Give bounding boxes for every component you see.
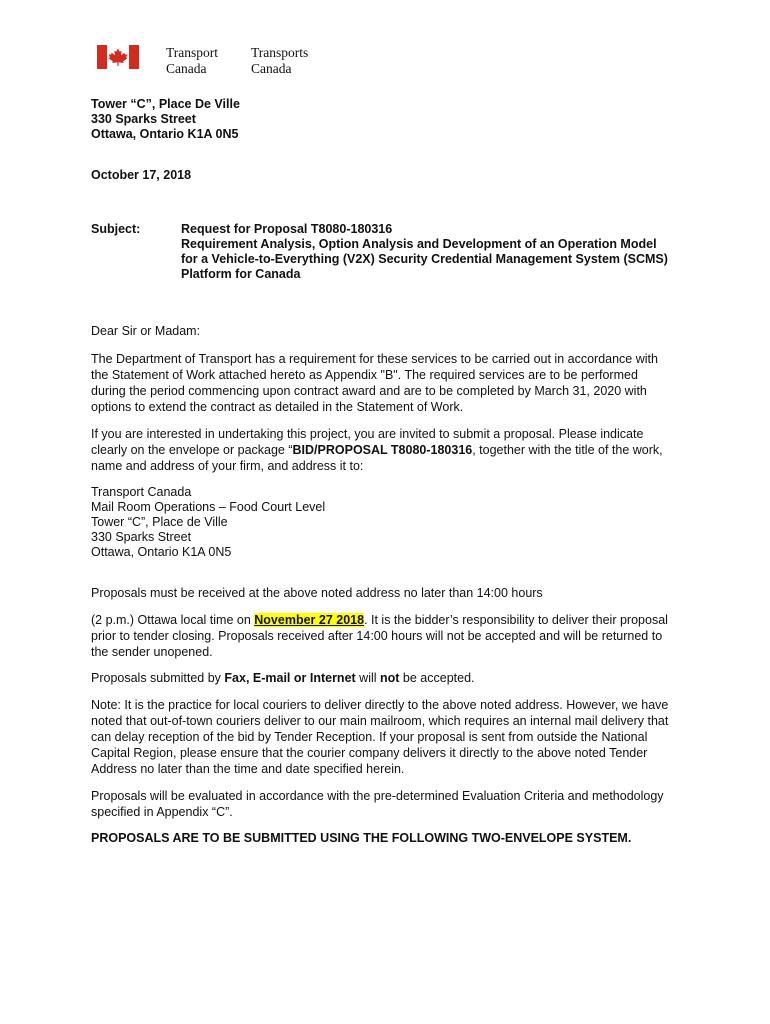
sender-address <box>91 97 691 142</box>
dept-fr-line1: Transports <box>251 45 309 60</box>
canada-flag-icon <box>97 45 139 69</box>
paragraph-line: PROPOSALS ARE TO BE SUBMITTED USING THE FOLLOWING TWO-ENVELOPE SYSTEM. <box>91 831 632 845</box>
subject-label: Subject: <box>91 222 141 236</box>
paragraph-line: noted that out-of-town couriers deliver to our main mailroom, which requires an internal mail delivery that <box>91 714 669 728</box>
paragraph-line: name and address of your firm, and address it to: <box>91 459 364 473</box>
subject-line: Requirement Analysis, Option Analysis and Development of an Operation Model <box>181 237 657 251</box>
paragraph-line: during the period commencing upon contract award and are to be completed by March 31, 2020 with <box>91 384 647 398</box>
paragraph-line <box>91 670 691 686</box>
bid-reference: BID/PROPOSAL T8080-180316 <box>292 443 473 457</box>
text-run: will <box>355 671 380 685</box>
address-line: Ottawa, Ontario K1A 0N5 <box>91 127 239 141</box>
paragraph-courier-note <box>91 697 691 777</box>
paragraph-deadline <box>91 585 691 601</box>
address-line: Tower “C”, Place De Ville <box>91 97 240 111</box>
mailing-address <box>91 485 691 560</box>
text-run: be accepted. <box>399 671 475 685</box>
paragraph-line: the sender unopened. <box>91 645 213 659</box>
paragraph-instructions <box>91 426 691 474</box>
paragraph-line: Note: It is the practice for local couriers to deliver directly to the above noted address. However, we have <box>91 698 669 712</box>
paragraph-line: specified in Appendix “C”. <box>91 805 233 819</box>
text-run: . It is the bidder’s responsibility to deliver their proposal <box>364 613 668 627</box>
address-line: 330 Sparks Street <box>91 112 196 126</box>
paragraph-line: Address no later than the time and date specified herein. <box>91 762 405 776</box>
paragraph-line: Proposals must be received at the above noted address no later than 14:00 hours <box>91 586 543 600</box>
paragraph-line: prior to tender closing. Proposals received after 14:00 hours will not be accepted and will be returned to <box>91 629 663 643</box>
address-line: Transport Canada <box>91 485 192 499</box>
subject-line: for a Vehicle-to-Everything (V2X) Security Credential Management System (SCMS) <box>181 252 668 266</box>
department-name-english <box>166 45 218 76</box>
greeting: Dear Sir or Madam: <box>91 324 201 338</box>
emphasis-text: Fax, E-mail or Internet <box>224 671 356 685</box>
paragraph-two-envelope <box>91 830 691 846</box>
paragraph-line: options to extend the contract as detailed in the Statement of Work. <box>91 400 464 414</box>
paragraph-evaluation <box>91 788 691 820</box>
highlighted-closing-date: November 27 2018 <box>254 613 365 627</box>
paragraph-line: Proposals will be evaluated in accordance with the pre-determined Evaluation Criteria and methodology <box>91 789 664 803</box>
dept-en-line1: Transport <box>166 45 219 60</box>
subject-text <box>181 222 681 282</box>
subject-line: Request for Proposal T8080-180316 <box>181 222 393 236</box>
paragraph-line: If you are interested in undertaking this project, you are invited to submit a proposal. Please indicate <box>91 427 644 441</box>
subject-line: Platform for Canada <box>181 267 301 281</box>
address-line: Mail Room Operations – Food Court Level <box>91 500 326 514</box>
paragraph-line: Capital Region, please ensure that the courier company delivers it directly to the above noted Tender <box>91 746 648 760</box>
emphasis-text: not <box>380 671 400 685</box>
address-line: Ottawa, Ontario K1A 0N5 <box>91 545 232 559</box>
dept-fr-line2: Canada <box>251 60 292 76</box>
paragraph-line: The Department of Transport has a requirement for these services to be carried out in accordance with <box>91 352 658 366</box>
text-run: clearly on the envelope or package “ <box>91 443 293 457</box>
department-name-french <box>251 45 308 76</box>
address-line: Tower “C”, Place de Ville <box>91 515 228 529</box>
address-line: 330 Sparks Street <box>91 530 192 544</box>
paragraph-submission-methods <box>91 670 691 686</box>
text-run: (2 p.m.) Ottawa local time on <box>91 613 255 627</box>
text-run: Proposals submitted by <box>91 671 225 685</box>
paragraph-line <box>91 442 691 458</box>
paragraph-requirement <box>91 351 691 415</box>
paragraph-line: the Statement of Work attached hereto as Appendix "B". The required services are to be performed <box>91 368 638 382</box>
paragraph-closing-date <box>91 612 691 660</box>
letter-date: October 17, 2018 <box>91 168 192 182</box>
paragraph-line: can delay reception of the bid by Tender Reception. If your proposal is sent from outside the National <box>91 730 648 744</box>
dept-en-line2: Canada <box>166 60 207 76</box>
paragraph-line <box>91 612 691 628</box>
text-run: , together with the title of the work, <box>472 443 663 457</box>
